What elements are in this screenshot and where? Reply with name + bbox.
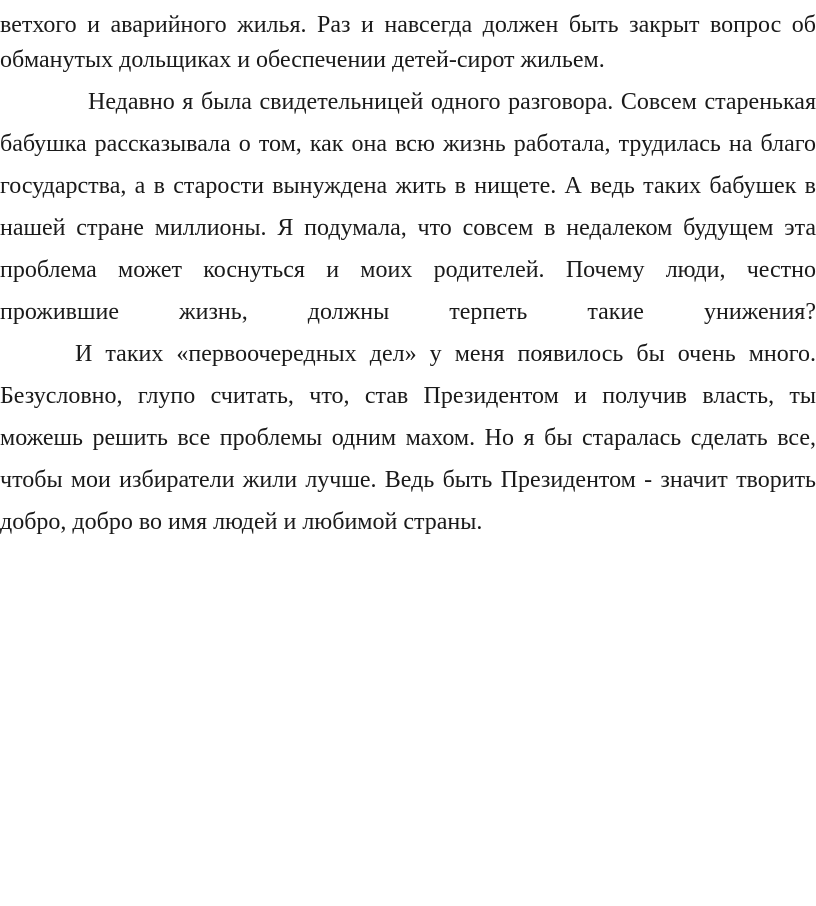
paragraph-line: можешь решить все проблемы одним махом. Но я бы старалась сделать все, (0, 425, 816, 451)
paragraph-line: бабушка рассказывала о том, как она всю жизнь работала, трудилась на благо (0, 131, 816, 157)
paragraph-line: обманутых дольщиках и обеспечении детей-сирот жильем. (0, 47, 605, 73)
paragraph-line: ветхого и аварийного жилья. Раз и навсегда должен быть закрыт вопрос об (0, 12, 816, 38)
paragraph-line: нашей стране миллионы. Я подумала, что совсем в недалеком будущем эта (0, 215, 816, 241)
paragraph-line: государства, а в старости вынуждена жить в нищете. А ведь таких бабушек в (0, 173, 816, 199)
paragraph-line: Безусловно, глупо считать, что, став Президентом и получив власть, ты (0, 383, 816, 409)
paragraph-line: проблема может коснуться и моих родителей. Почему люди, честно (0, 257, 816, 283)
paragraph-line: И таких «первоочередных дел» у меня появилось бы очень много. (75, 341, 816, 367)
paragraph-line: прожившие жизнь, должны терпеть такие унижения? (0, 299, 816, 325)
paragraph-line: добро, добро во имя людей и любимой страны. (0, 509, 483, 535)
paragraph-line: чтобы мои избиратели жили лучше. Ведь быть Президентом - значит творить (0, 467, 816, 493)
paragraph-line: Недавно я была свидетельницей одного разговора. Совсем старенькая (88, 89, 816, 115)
